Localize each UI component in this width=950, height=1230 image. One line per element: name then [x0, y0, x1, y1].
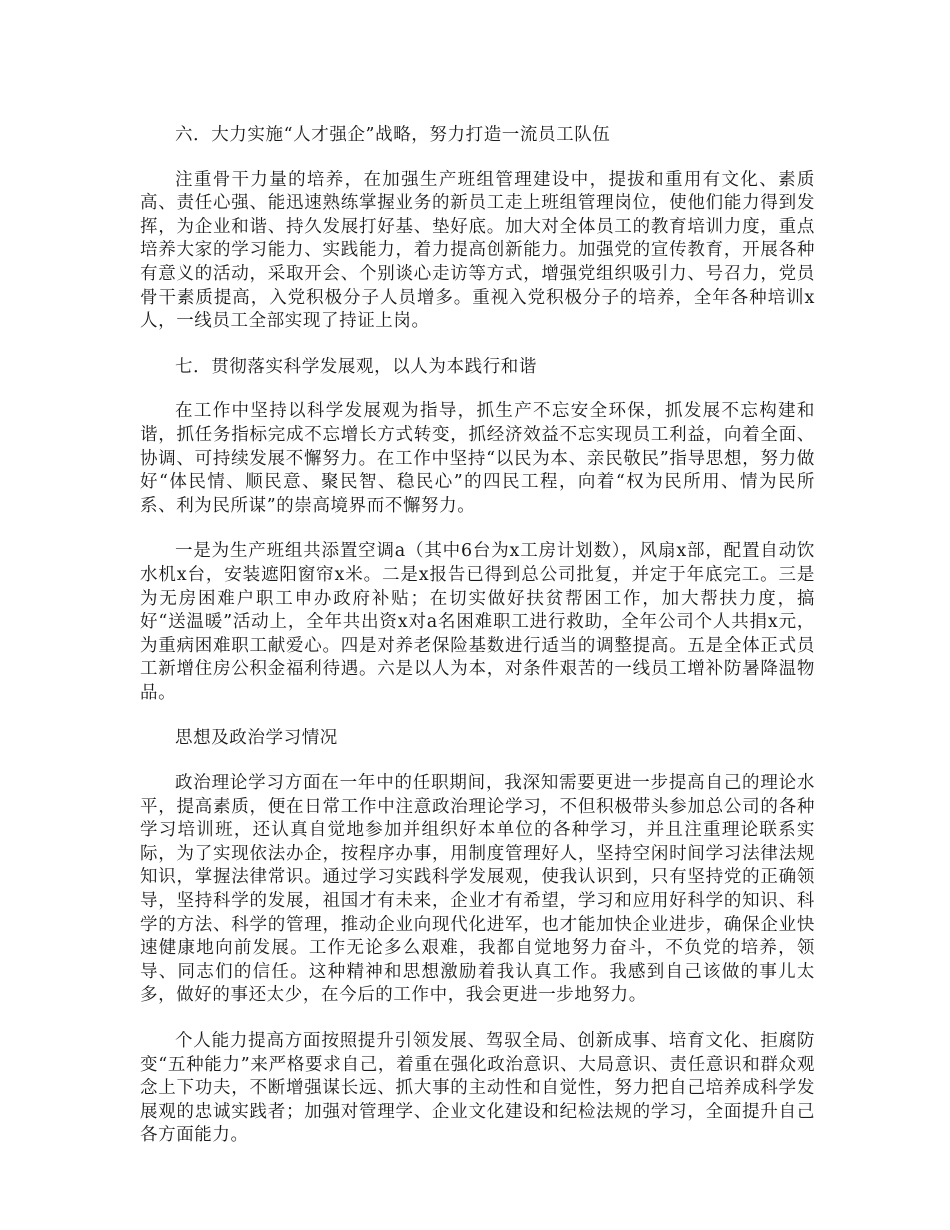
paragraph-study: 政治理论学习方面在一年中的任职期间，我深知需要更进一步提高自己的理论水平，提高素质，便在日常工作中注意政治理论学习，不但积极带头参加总公司的各种学习培训班，还认真自觉地参加并组织好本单位的各种学习，并且注重理论联系实际，为了实现依法办企，按程序办事，用制度管理好人，坚持空闲时间学习法律法规知识，掌握法律常识。通过学习实践科学发展观，使我认识到，只有坚持党的正确领导，坚持科学的发展，祖国才有未来，企业才有希望，学习和应用好科学的知识、科学的方法、科学的管理，推动企业向现代化进军，也才能加快企业进步，确保企业快速健康地向前发展。工作无论多么艰难，我都自觉地努力奋斗，不负党的培养，领导、同志们的信任。这种精神和思想激励着我认真工作。我感到自己该做的事儿太多，做好的事还太少，在今后的工作中，我会更进一步地努力。: [140, 773, 815, 1006]
section-heading-study: 思想及政治学习情况: [175, 728, 338, 749]
section-heading-talent: 六．大力实施“人才强企”战略，努力打造一流员工队伍: [175, 125, 611, 145]
document-page: [140, 124, 815, 1148]
paragraph-ability: 个人能力提高方面按照提升引领发展、驾驭全局、创新成事、培育文化、拒腐防变“五种能力”来严格要求自己，着重在强化政治意识、大局意识、责任意识和群众观念上下功夫，不断增强谋长远、抓大事的主动性和自觉性，努力把自己培养成科学发展观的忠诚实践者；加强对管理学、企业文化建设和纪检法规的学习，全面提升自己各方面能力。: [140, 1031, 815, 1146]
paragraph-development: 在工作中坚持以科学发展观为指导，抓生产不忘安全环保，抓发展不忘构建和谐，抓任务指标完成不忘增长方式转变，抓经济效益不忘实现员工利益，向着全面、协调、可持续发展不懈努力。在工作中坚持“以民为本、亲民敬民”指导思想，努力做好“体民情、顺民意、聚民智、稳民心”的四民工程，向着“权为民所用、情为民所系、利为民所谋”的崇高境界而不懈努力。: [140, 401, 815, 516]
section-heading-development: 七．贯彻落实科学发展观，以人为本践行和谐: [175, 356, 537, 377]
paragraph-welfare: 一是为生产班组共添置空调a（其中6台为x工房计划数），风扇x部，配置自动饮水机x台，安装遮阳窗帘x米。二是x报告已得到总公司批复，并定于年底完工。三是为无房困难户职工申办政府补贴；在切实做好扶贫帮困工作，加大帮扶力度，搞好“送温暖”活动上，全年共出资x对a名困难职工进行救助，全年公司个人共捐x元，为重病困难职工献爱心。四是对养老保险基数进行适当的调整提高。五是全体正式员工新增住房公积金福利待遇。六是以人为本，对条件艰苦的一线员工增补防暑降温物品。: [140, 541, 815, 703]
paragraph-talent: 注重骨干力量的培养，在加强生产班组管理建设中，提拔和重用有文化、素质高、责任心强、能迅速熟练掌握业务的新员工走上班组管理岗位，使他们能力得到发挥，为企业和谐、持久发展打好基、垫好底。加大对全体员工的教育培训力度，重点培养大家的学习能力、实践能力，着力提高创新能力。加强党的宣传教育，开展各种有意义的活动，采取开会、个别谈心走访等方式，增强党组织吸引力、号召力，党员骨干素质提高，入党积极分子人员增多。重视入党积极分子的培养，全年各种培训x人，一线员工全部实现了持证上岗。: [140, 169, 815, 332]
